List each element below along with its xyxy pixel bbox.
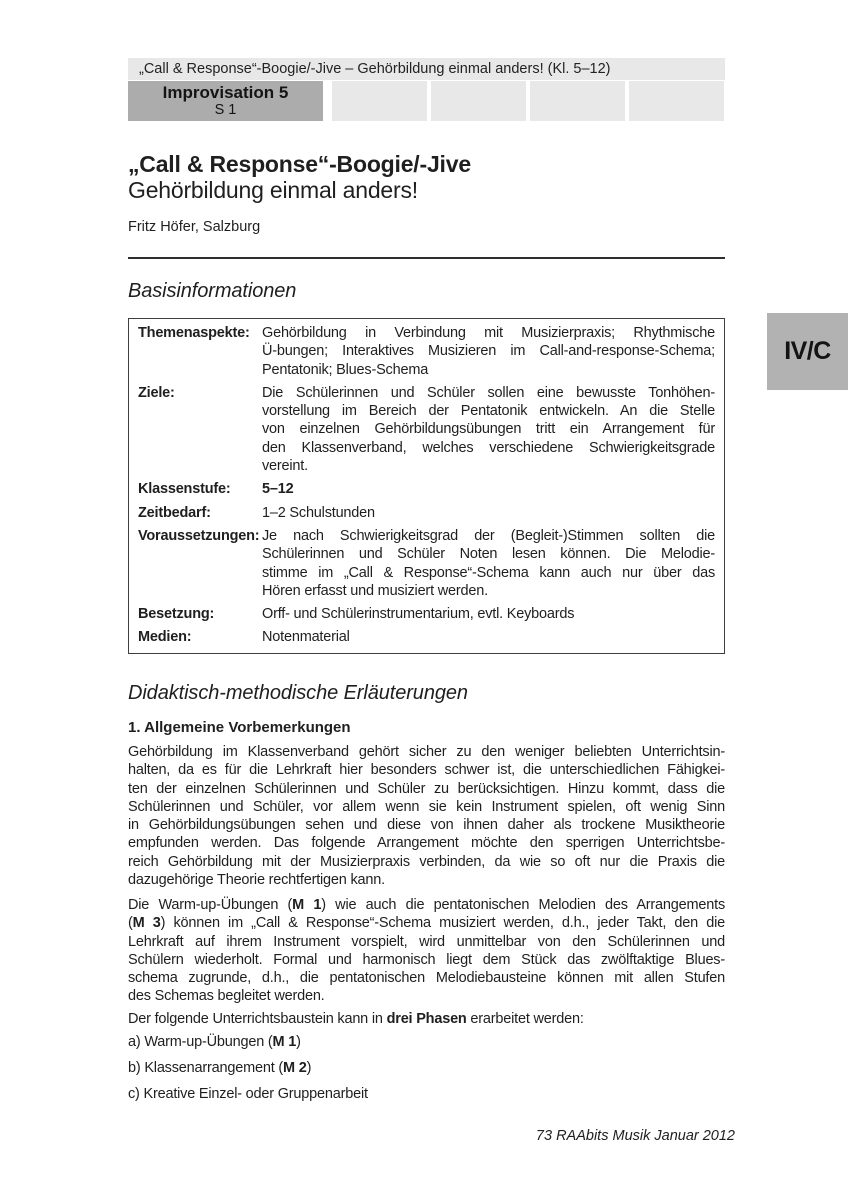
row-label: Ziele: (138, 384, 175, 401)
footer-citation: 73 RAAbits Musik Januar 2012 (535, 1128, 735, 1144)
row-value: Gehörbildung in Verbindung mit Musizierpraxis; Rhythmische Ü-bungen; Interaktives Musizieren im Call-and-response-Schema; Pentatonik; Blues-Schema (262, 325, 715, 378)
basis-info-table (128, 318, 725, 654)
phase-list (128, 1033, 725, 1111)
tab-row (128, 81, 725, 121)
tab-improvisation (128, 81, 323, 121)
table-row (129, 628, 724, 646)
tab-title: Improvisation 5 (162, 83, 289, 102)
tab-placeholder-1 (332, 81, 427, 121)
divider-rule (128, 257, 725, 259)
row-label: Besetzung: (138, 606, 215, 623)
paragraph-1: Gehörbildung im Klassenverband gehört sicher zu den weniger beliebten Unterrichtsin- halten, da es für die Lehrkraft hier besonders schwer ist, die unterschiedlichen Fähigkei- ten der einzelnen Schülerinnen und Schüler zu berücksichtigen. Hinzu kommt, dass die Schülerinnen und Schüler, vor allem wenn sie kein Instrument spielen, oft wenig Sinn in Gehörbildungsübungen sehen und diese von ihnen daher als trockene Musiktheorie empfunden werden. Das folgende Arrangement möchte den sperrigen Unterrichtsbe- reich Gehörbildung mit der Musizierpraxis verbinden, da wie so oft nur die Praxis die dazugehörige Theorie rechtfertigen kann. (128, 744, 725, 889)
tab-page-number: S 1 (214, 102, 237, 118)
row-label: Voraussetzungen: (138, 527, 260, 544)
paragraph-2: Die Warm-up-Übungen (M 1) wie auch die pentatonischen Melodien des Arrangements (M 3) können im „Call & Response“-Schema musiziert werden, d.h., jeder Takt, den die Lehrkraft auf ihrem Instrument vorspielt, wird unmittelbar von den Schülerinnen und Schülern wiederholt. Formal und harmonisch liegt dem Stück das zwölftaktige Blues- schema zugrunde, d.h., die pentatonischen Melodiebausteine können mit allen Stufen des Schemas begleitet werden. (128, 897, 725, 1005)
table-row (129, 480, 724, 498)
row-value: 5–12 (262, 481, 294, 498)
row-value: Je nach Schwierigkeitsgrad der (Begleit-)Stimmen sollten die Schülerinnen und Schüler Noten lesen können. Die Melodie- stimme im „Call & Response“-Schema kann auch nur über das Hören erfasst und musiziert werden. (262, 527, 715, 599)
section-tag-badge: IV/C (767, 313, 848, 390)
paragraph-3: Der folgende Unterrichtsbaustein kann in drei Phasen erarbeitet werden: (128, 1011, 584, 1027)
table-row (129, 384, 724, 475)
subsection-heading: 1. Allgemeine Vorbemerkungen (128, 719, 351, 736)
table-row (129, 324, 724, 379)
row-label: Zeitbedarf: (138, 504, 211, 521)
list-item-c: c) Kreative Einzel- oder Gruppenarbeit (128, 1086, 368, 1103)
page-subtitle: Gehörbildung einmal anders! (128, 177, 418, 203)
author-line: Fritz Höfer, Salzburg (128, 219, 261, 235)
tab-placeholder-4 (629, 81, 724, 121)
table-row (129, 605, 724, 623)
row-value: Orff- und Schülerinstrumentarium, evtl. Keyboards (262, 606, 575, 623)
basis-heading: Basisinformationen (128, 280, 297, 302)
running-header: „Call & Response“-Boogie/-Jive – Gehörbildung einmal anders! (Kl. 5–12) (128, 58, 725, 80)
tab-placeholder-2 (431, 81, 526, 121)
row-label: Klassenstufe: (138, 481, 231, 498)
list-item-a: a) Warm-up-Übungen (M 1) (128, 1034, 301, 1050)
row-value: Notenmaterial (262, 629, 350, 646)
row-value: Die Schülerinnen und Schüler sollen eine bewusste Tonhöhen- vorstellung im Bereich der Pentatonik entwickeln. An die Stelle von einzelnen Gehörbildungsübungen tritt ein Arrangement für den Klassenverband, welches verschiedene Schwierigkeitsgrade vereint. (262, 384, 715, 475)
table-row (129, 504, 724, 522)
row-label: Medien: (138, 629, 192, 646)
row-label: Themenaspekte: (138, 325, 250, 341)
didactics-heading: Didaktisch-methodische Erläuterungen (128, 682, 468, 704)
page-title: „Call & Response“-Boogie/-Jive (128, 151, 471, 177)
list-item-b: b) Klassenarrangement (M 2) (128, 1060, 312, 1077)
title-block (128, 151, 725, 203)
table-row (129, 527, 724, 600)
row-value: 1–2 Schulstunden (262, 504, 375, 521)
tab-placeholder-3 (530, 81, 625, 121)
